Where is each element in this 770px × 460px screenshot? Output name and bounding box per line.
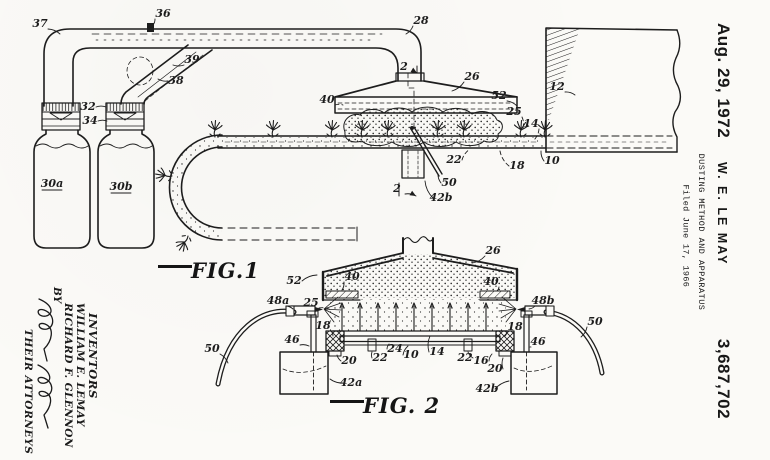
ref-numeral-48b: 48b bbox=[532, 294, 555, 307]
ref-numeral-2: 2 bbox=[399, 60, 408, 73]
ref-numeral-52: 52 bbox=[286, 274, 302, 287]
inventors-heading: INVENTORS bbox=[86, 313, 100, 460]
leader-line bbox=[158, 79, 168, 81]
ref-numeral-30b: 30b bbox=[110, 180, 133, 193]
leader-line bbox=[300, 345, 309, 346]
publication-date: Aug. 29, 1972 bbox=[713, 23, 733, 127]
leader-line bbox=[565, 92, 575, 95]
ref-numeral-26: 26 bbox=[484, 244, 501, 257]
ref-numeral-20: 20 bbox=[486, 362, 503, 375]
ref-numeral-39: 39 bbox=[184, 53, 200, 66]
ref-numeral-50: 50 bbox=[441, 176, 457, 189]
ref-numeral-18: 18 bbox=[509, 159, 525, 172]
ref-numeral-20: 20 bbox=[340, 354, 357, 367]
box-42b bbox=[511, 352, 557, 394]
ref-numeral-12: 12 bbox=[549, 80, 565, 93]
ref-numeral-50: 50 bbox=[587, 315, 603, 328]
section-arrow bbox=[410, 191, 418, 199]
screen-40-right bbox=[480, 291, 510, 298]
ref-numeral-2: 2 bbox=[392, 182, 401, 195]
leader-line bbox=[302, 275, 317, 281]
box-42b-fig1 bbox=[402, 150, 424, 178]
inventor-2: RICHARD F. GLENNON bbox=[62, 303, 74, 460]
ref-numeral-40: 40 bbox=[319, 93, 335, 106]
ref-numeral-18: 18 bbox=[507, 320, 523, 333]
ref-numeral-24: 24 bbox=[386, 342, 402, 355]
ref-numeral-30a: 30a bbox=[41, 177, 63, 190]
fig2-caption-text: FIG. 2 bbox=[363, 393, 440, 418]
ref-numeral-38: 38 bbox=[168, 74, 184, 87]
ref-numeral-22: 22 bbox=[371, 351, 388, 364]
bottle-cap-30b bbox=[106, 103, 144, 130]
ref-numeral-14: 14 bbox=[429, 345, 444, 358]
ref-numeral-10: 10 bbox=[403, 348, 419, 361]
box-42a bbox=[280, 352, 328, 394]
conveyor-curve bbox=[170, 135, 223, 240]
attorneys-label: THEIR ATTORNEYS bbox=[22, 329, 34, 460]
fig2-art bbox=[218, 237, 602, 394]
ref-numeral-36: 36 bbox=[155, 7, 171, 20]
leader-line bbox=[500, 151, 509, 166]
hopper-cone bbox=[335, 81, 517, 97]
inventors-block bbox=[15, 285, 100, 460]
ref-numeral-40: 40 bbox=[344, 270, 360, 283]
ref-numeral-10: 10 bbox=[544, 154, 560, 167]
belt-bar bbox=[340, 336, 500, 342]
bottle-cap-30a bbox=[42, 103, 80, 130]
ref-numeral-42b: 42b bbox=[430, 191, 453, 204]
hopper-inlet-collar bbox=[396, 73, 424, 81]
ref-numeral-46: 46 bbox=[284, 333, 300, 346]
ref-numeral-46: 46 bbox=[530, 335, 546, 348]
caption-bar bbox=[158, 265, 192, 268]
ref-numeral-50: 50 bbox=[204, 342, 220, 355]
ref-numeral-32: 32 bbox=[80, 100, 96, 113]
leader-line bbox=[98, 120, 107, 121]
caption-bar bbox=[330, 400, 364, 403]
belt-return-run bbox=[228, 228, 357, 240]
ref-numeral-18: 18 bbox=[315, 319, 331, 332]
fig1-caption bbox=[158, 258, 260, 283]
inventor-1: WILLIAM E. LEMAY bbox=[74, 303, 86, 460]
ref-numeral-40: 40 bbox=[483, 275, 499, 288]
ref-numeral-22: 22 bbox=[456, 351, 473, 364]
ref-numeral-52: 52 bbox=[491, 89, 507, 102]
ref-numeral-22: 22 bbox=[445, 153, 462, 166]
by-label: BY bbox=[51, 287, 62, 460]
dust-cloud bbox=[344, 107, 503, 146]
filed-date: Filed June 17, 1966 bbox=[681, 185, 691, 282]
pipe-46-right bbox=[524, 315, 529, 352]
ref-numeral-25: 25 bbox=[302, 296, 318, 309]
ref-numeral-34: 34 bbox=[82, 114, 97, 127]
ref-numeral-28: 28 bbox=[412, 14, 429, 27]
patent-title: DUSTING METHOD AND APPARATUS bbox=[696, 152, 706, 312]
ref-numeral-48a: 48a bbox=[267, 294, 289, 307]
chamber-12 bbox=[546, 28, 680, 152]
ref-numeral-14: 14 bbox=[523, 117, 538, 130]
ref-numeral-42b: 42b bbox=[476, 382, 499, 395]
ref-numeral-37: 37 bbox=[32, 17, 48, 30]
screen-40-left bbox=[326, 291, 358, 298]
ref-numeral-26: 26 bbox=[463, 70, 480, 83]
fig1-caption-text: FIG.1 bbox=[191, 258, 260, 283]
ref-numeral-42a: 42a bbox=[340, 376, 362, 389]
fig1-art bbox=[34, 23, 680, 254]
leader-line bbox=[489, 354, 492, 361]
inventor-name: W. E. LE MAY bbox=[715, 162, 729, 242]
fig2-caption bbox=[330, 393, 440, 418]
ref-numeral-25: 25 bbox=[505, 105, 521, 118]
attorney-signature bbox=[33, 295, 57, 435]
leader-line bbox=[96, 106, 106, 107]
ref-numeral-16: 16 bbox=[473, 354, 489, 367]
patent-number: 3,687,702 bbox=[713, 327, 733, 431]
leader-line bbox=[462, 149, 470, 160]
